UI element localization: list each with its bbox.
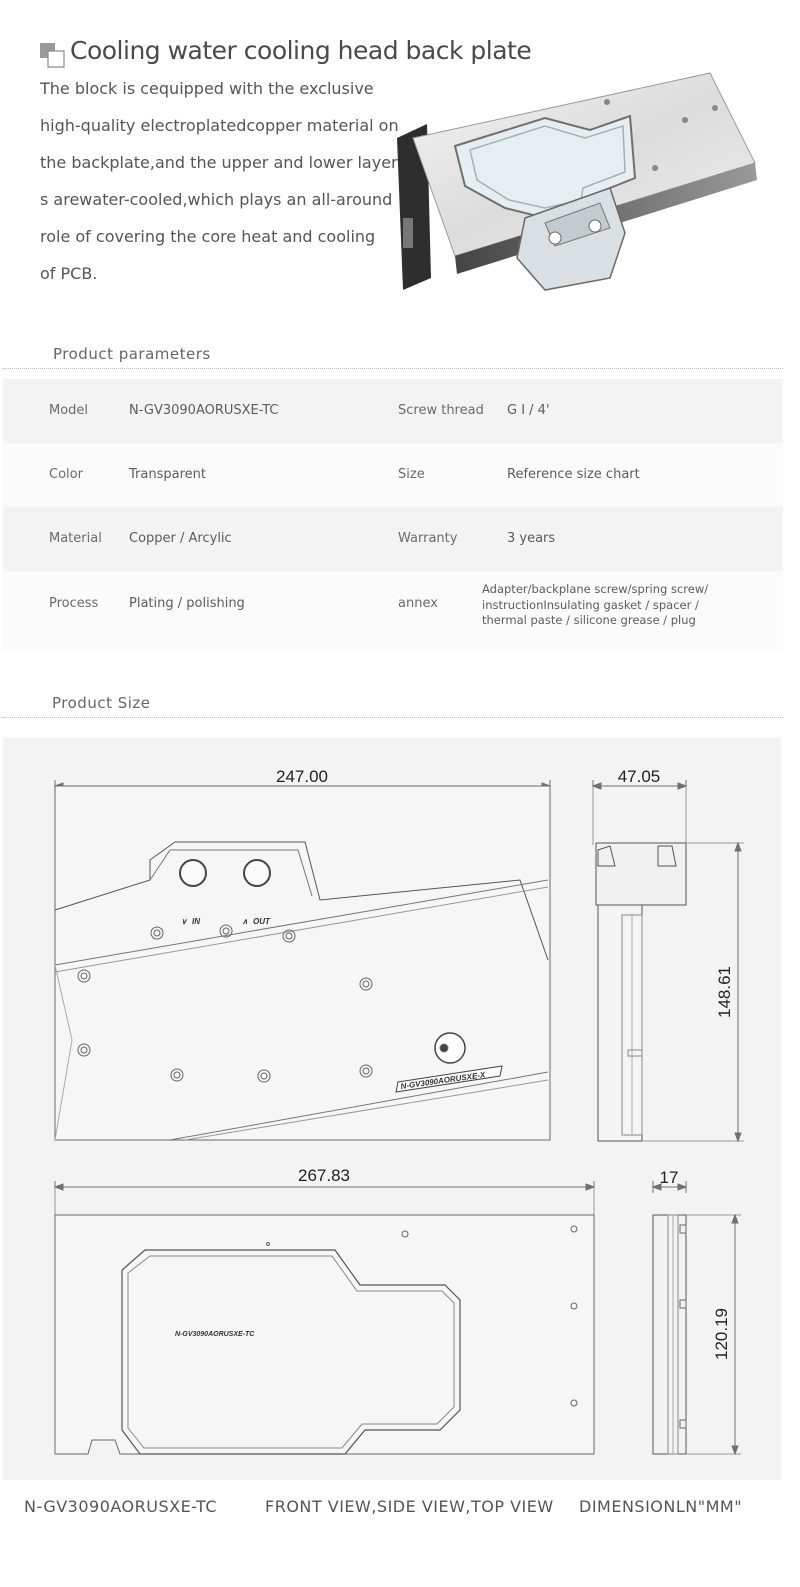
param-value: N-GV3090AORUSXE-TC bbox=[129, 403, 279, 418]
section-title-size: Product Size bbox=[52, 694, 151, 712]
footer-views: FRONT VIEW,SIDE VIEW,TOP VIEW bbox=[265, 1497, 554, 1516]
side-view-drawing bbox=[593, 780, 744, 1141]
param-value: Plating / polishing bbox=[129, 596, 245, 611]
description-line: of PCB. bbox=[40, 264, 98, 283]
param-label: Model bbox=[49, 403, 89, 418]
param-label: Warranty bbox=[398, 531, 458, 546]
param-label: Size bbox=[398, 467, 425, 482]
section-title-parameters: Product parameters bbox=[53, 345, 211, 363]
out-arrow-icon: ∧ bbox=[242, 917, 248, 926]
footer-dimension: DIMENSIONLN"MM" bbox=[579, 1497, 743, 1516]
description-line: high-quality electroplatedcopper material on bbox=[40, 116, 399, 135]
front-view-drawing bbox=[55, 780, 550, 1140]
param-value: Transparent bbox=[129, 467, 206, 482]
param-value: 3 years bbox=[507, 531, 556, 546]
param-value: G I / 4' bbox=[507, 403, 550, 418]
dim-back-width: 267.83 bbox=[298, 1166, 350, 1185]
dim-back-height: 120.19 bbox=[712, 1308, 731, 1360]
param-label: Color bbox=[49, 467, 83, 482]
out-label: OUT bbox=[253, 917, 270, 926]
back-model-label: N-GV3090AORUSXE-TC bbox=[175, 1331, 255, 1338]
back-view-drawing bbox=[55, 1181, 594, 1454]
in-arrow-icon: ∨ bbox=[181, 917, 187, 926]
annex-line: Adapter/backplane screw/spring screw/ bbox=[482, 582, 709, 596]
footer-model: N-GV3090AORUSXE-TC bbox=[24, 1497, 218, 1516]
annex-line: thermal paste / silicone grease / plug bbox=[482, 613, 696, 627]
param-label: Material bbox=[49, 531, 102, 546]
in-label: IN bbox=[192, 917, 200, 926]
description-line: role of covering the core heat and cooling bbox=[40, 227, 376, 246]
page-title: Cooling water cooling head back plate bbox=[70, 36, 532, 65]
param-label: Process bbox=[49, 596, 99, 611]
description-line: The block is cequipped with the exclusive bbox=[40, 79, 374, 98]
param-value: Reference size chart bbox=[507, 467, 640, 482]
dim-front-width: 247.00 bbox=[276, 767, 328, 786]
description-line: s arewater-cooled,which plays an all-around bbox=[40, 190, 393, 209]
front-model-label: N-GV3090AORUSXE-X bbox=[400, 1070, 486, 1091]
description-line: the backplate,and the upper and lower layer bbox=[40, 153, 398, 172]
param-label: Screw thread bbox=[398, 403, 484, 418]
annex-line: instructionInsulating gasket / spacer / bbox=[482, 597, 699, 612]
dim-back-side-width: 17 bbox=[659, 1168, 679, 1187]
param-value: Copper / Arcylic bbox=[129, 531, 232, 546]
dim-front-height: 148.61 bbox=[715, 966, 734, 1018]
param-label: annex bbox=[398, 596, 438, 611]
dim-side-width: 47.05 bbox=[617, 767, 661, 786]
